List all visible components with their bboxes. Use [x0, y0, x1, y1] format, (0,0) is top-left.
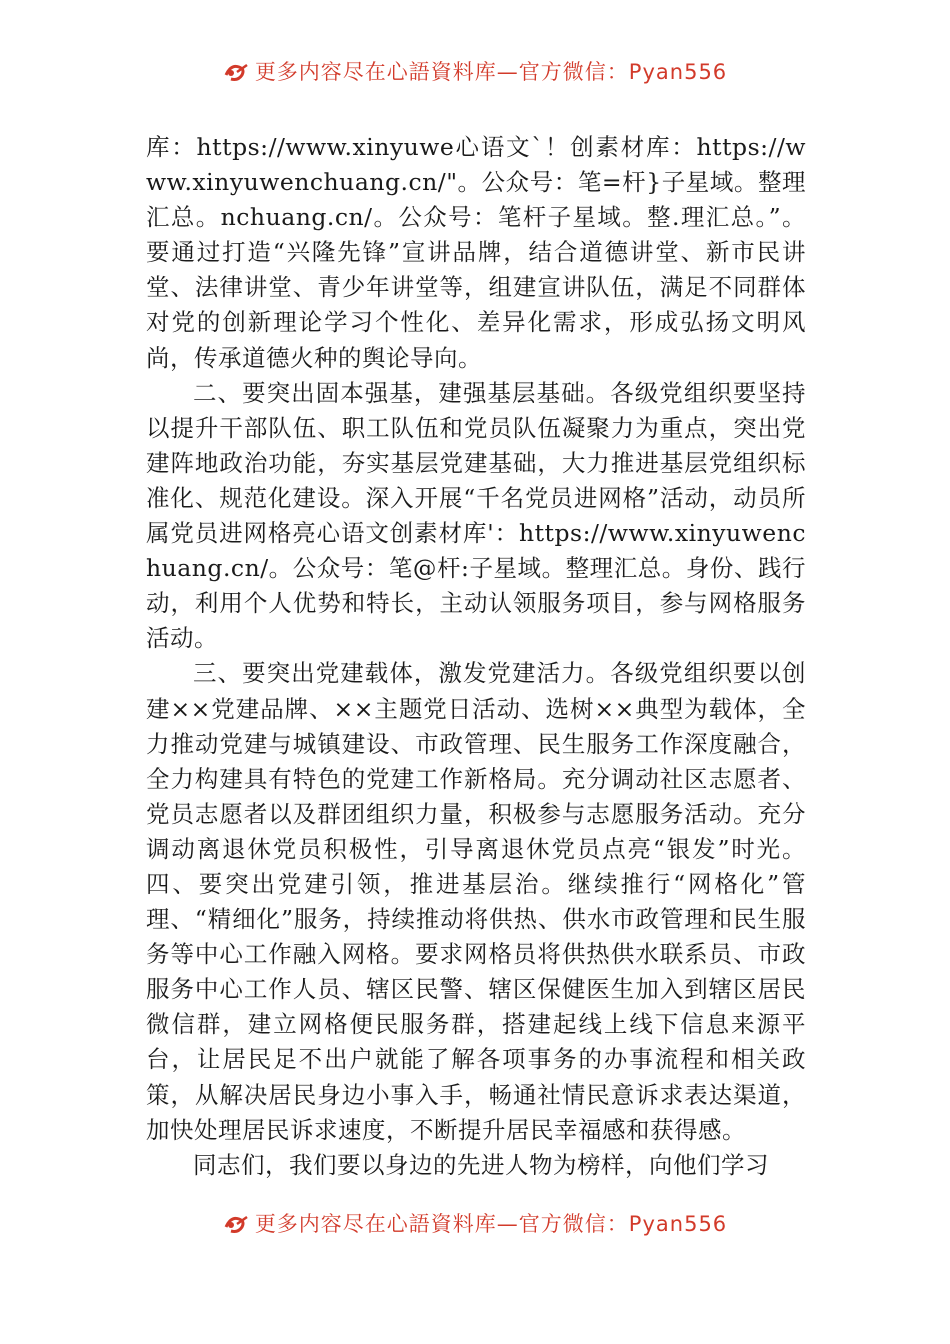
watermark-text: 更多内容尽在心語資料库—官方微信：Pyan556 [254, 1212, 728, 1236]
paragraph: 同志们，我们要以身边的先进人物为榜样，向他们学习 [193, 1150, 769, 1179]
brand-logo-icon [223, 1213, 249, 1235]
brand-logo-icon [223, 61, 249, 83]
paragraph: 三、要突出党建载体，激发党建活力。各级党组织要以创建××党建品牌、××主题党日活动、选树××典型为载体，全力推动党建与城镇建设、市政管理、民生服务工作深度融合，全力构建具有特色的党建工作新格局。充分调动社区志愿者、党员志愿者以及群团组织力量，积极参与志愿服务活动。充分调动离退休党员积极性，引导离退休党员点亮“银发”时光。四、要突出党建引领，推进基层治。继续推行“网格化”管理、“精细化”服务，持续推动将供热、供水市政管理和民生服务等中心工作融入网格。要求网格员将供热供水联系员、市政服务中心工作人员、辖区民警、辖区保健医生加入到辖区居民微信群，建立网格便民服务群，搭建起线上线下信息来源平台，让居民足不出户就能了解各项事务的办事流程和相关政策，从解决居民身边小事入手，畅通社情民意诉求表达渠道，加快处理居民诉求速度，不断提升居民幸福感和获得感。 [146, 659, 806, 1144]
watermark-footer [0, 1208, 950, 1238]
watermark-text: 更多内容尽在心語資料库—官方微信：Pyan556 [254, 60, 728, 84]
paragraph: 库：https://www.xinyuwe心语文`！创素材库：https://www.xinyuwenchuang.cn/"。公众号：笔=杆}子星域。整理汇总。nchuang.cn/。公众号：笔杆子星域。整.理汇总。”。要通过打造“兴隆先锋”宣讲品牌，结合道德讲堂、新市民讲堂、法律讲堂、青少年讲堂等，组建宣讲队伍，满足不同群体对党的创新理论学习个性化、差异化需求，形成弘扬文明风尚，传承道德火种的舆论导向。 [146, 133, 806, 372]
paragraph: 二、要突出固本强基，建强基层基础。各级党组织要坚持以提升干部队伍、职工队伍和党员队伍凝聚力为重点，突出党建阵地政治功能，夯实基层党建基础，大力推进基层党组织标准化、规范化建设。深入开展“千名党员进网格”活动，动员所属党员进网格亮心语文创素材库'：https://www.xinyuwenchuang.cn/。公众号：笔@杆:子星域。整理汇总。身份、践行动，利用个人优势和特长，主动认领服务项目，参与网格服务活动。 [146, 378, 806, 653]
watermark-header [0, 56, 950, 86]
document-body [146, 130, 806, 1183]
